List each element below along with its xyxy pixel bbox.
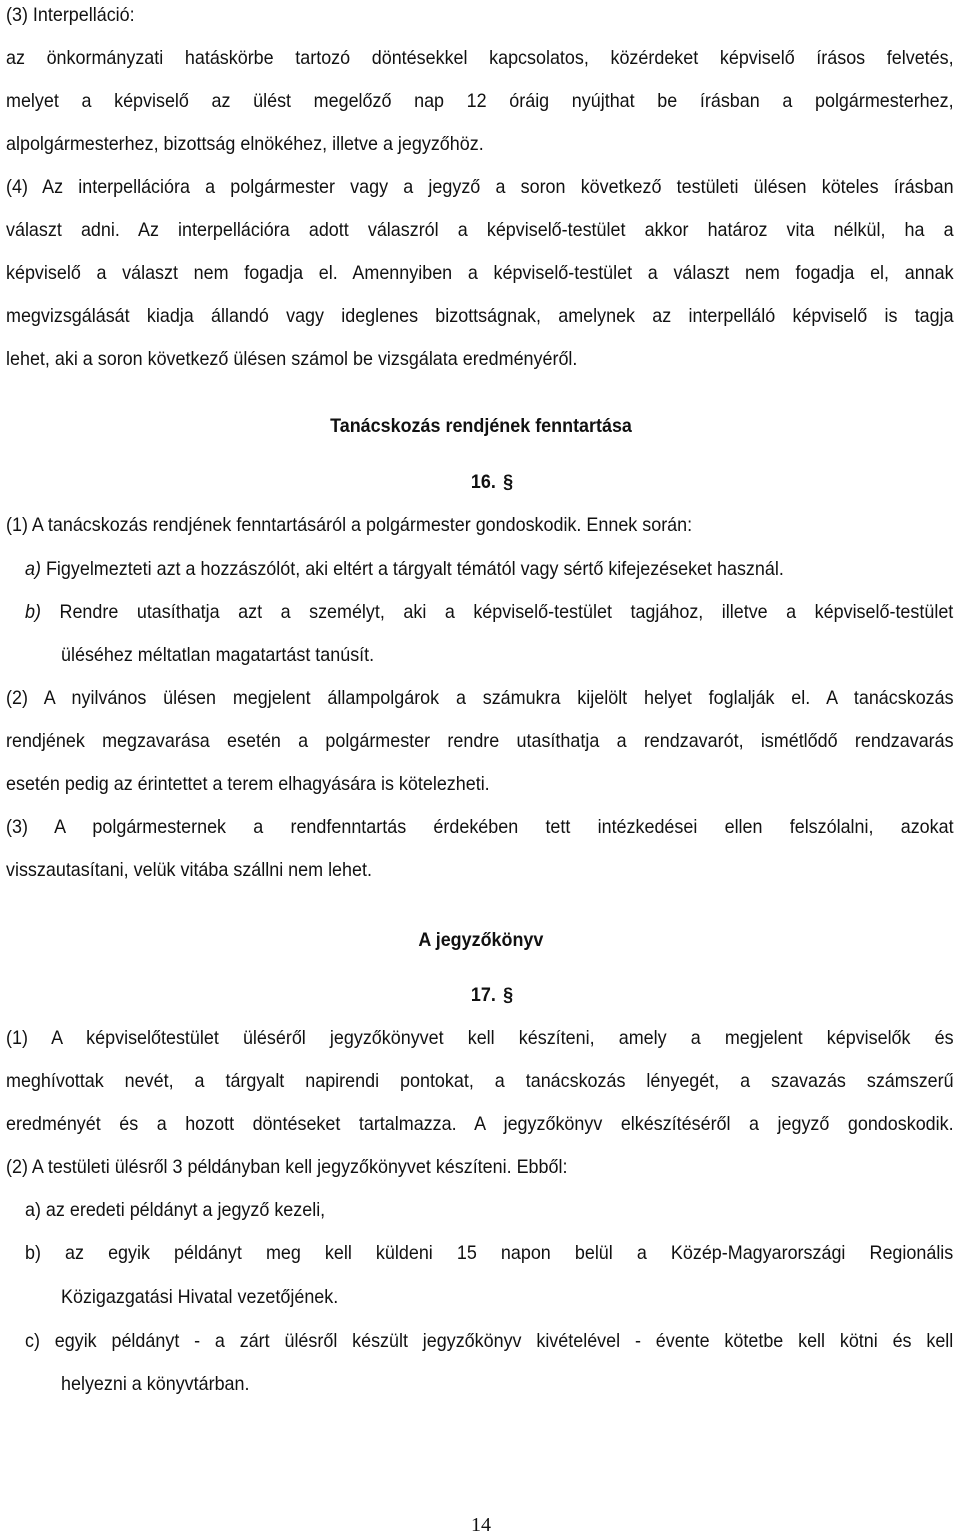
paragraph-sign: § [503, 471, 514, 493]
section-number [6, 469, 956, 495]
paragraph-line: (2) A testületi ülésről 3 példányban kell jegyzőkönyvet készíteni. Ebből: [6, 1156, 568, 1178]
section-heading [6, 927, 956, 953]
list-item [25, 556, 899, 582]
paragraph-line: (1) A tanácskozás rendjének fenntartásáról a polgármester gondoskodik. Ennek során: [6, 514, 693, 536]
paragraph-line: (2) A nyilvános ülésen megjelent állampolgárok a számukra kijelölt helyet foglalják el. A tanácskozás [6, 687, 954, 709]
paragraph-line: (4) Az interpellációra a polgármester vagy a jegyző a soron következő testületi ülésen köteles írásban [6, 176, 954, 198]
paragraph-line: melyet a képviselő az ülést megelőző nap 12 óráig nyújthat be írásban a polgármesterhez, [6, 90, 954, 112]
list-item-continuation: üléséhez méltatlan magatartást tanúsít. [61, 644, 375, 666]
section-number [6, 982, 956, 1008]
section-number-text: 16. [470, 471, 496, 493]
section-heading-text: A jegyzőkönyv [418, 929, 544, 951]
paragraph-line: (3) A polgármesternek a rendfenntartás érdekében tett intézkedései ellen felszólalni, azokat [6, 816, 954, 838]
section-heading-text: Tanácskozás rendjének fenntartása [330, 415, 632, 437]
paragraph-line: alpolgármesterhez, bizottság elnökéhez, illetve a jegyzőhöz. [6, 133, 484, 155]
list-item-continuation: Közigazgatási Hivatal vezetőjének. [61, 1286, 339, 1308]
paragraph-line: lehet, aki a soron következő ülésen számol be vizsgálata eredményéről. [6, 348, 578, 370]
list-item-text: Rendre utasíthatja azt a személyt, aki a képviselő-testület tagjához, illetve a képviselő-testület [59, 601, 954, 623]
list-item-continuation: helyezni a könyvtárban. [61, 1373, 250, 1395]
paragraph-line: (1) A képviselőtestület üléséről jegyzőkönyvet kell készíteni, amely a megjelent képviselők és [6, 1027, 954, 1049]
list-marker: a) [25, 558, 41, 580]
paragraph-line: rendjének megzavarása esetén a polgármester rendre utasíthatja a rendzavarót, ismétlődő rendzavarás [6, 730, 954, 752]
list-item: c) egyik példányt - a zárt ülésről készült jegyzőkönyv kivételével - évente kötetbe kell kötni és kell [25, 1330, 954, 1352]
section-heading [6, 413, 956, 439]
paragraph-line: az önkormányzati hatáskörbe tartozó döntésekkel kapcsolatos, közérdeket képviselő írásos felvetés, [6, 47, 954, 69]
paragraph-sign: § [503, 984, 514, 1006]
paragraph-line: választ adni. Az interpellációra adott válaszról a képviselő-testület akkor határoz vita nélkül, ha a [6, 219, 954, 241]
paragraph-line: eredményét és a hozott döntéseket tartalmazza. A jegyzőkönyv elkészítéséről a jegyző gondoskodik. [6, 1113, 954, 1135]
paragraph-line: képviselő a választ nem fogadja el. Amennyiben a képviselő-testület a választ nem fogadja el, annak [6, 262, 954, 284]
list-item: a) az eredeti példányt a jegyző kezeli, [25, 1199, 326, 1221]
list-item [25, 599, 953, 625]
paragraph-line: visszautasítani, velük vitába szállni nem lehet. [6, 859, 372, 881]
page-number: 14 [471, 1514, 491, 1536]
paragraph-line: (3) Interpelláció: [6, 4, 135, 26]
document-page [6, 0, 956, 1537]
paragraph-line: meghívottak nevét, a tárgyalt napirendi pontokat, a tanácskozás lényegét, a szavazás számszerű [6, 1070, 954, 1092]
section-number-text: 17. [470, 984, 496, 1006]
list-item: b) az egyik példányt meg kell küldeni 15 napon belül a Közép-Magyarországi Regionális [25, 1242, 954, 1264]
paragraph-line: megvizsgálását kiadja állandó vagy ideglenes bizottságnak, amelynek az interpelláló képviselő is tagja [6, 305, 954, 327]
list-marker: b) [25, 601, 41, 623]
paragraph-line: esetén pedig az érintettet a terem elhagyására is kötelezheti. [6, 773, 490, 795]
list-item-text: Figyelmezteti azt a hozzászólót, aki eltért a tárgyalt témától vagy sértő kifejezéseket használ. [45, 558, 784, 580]
